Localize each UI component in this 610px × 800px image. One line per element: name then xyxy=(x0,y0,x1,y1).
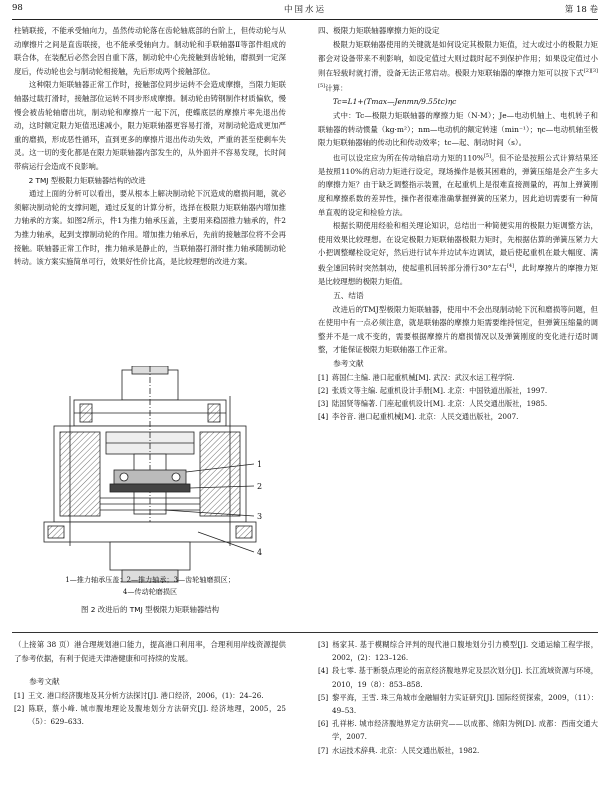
volume-label: 第 18 卷 xyxy=(564,5,598,15)
callout-2: 2 xyxy=(257,482,263,491)
right-paragraph-1: 极限力矩联轴器使用的关键就是如何设定其极限力矩值，过大或过小的极限力矩都会对设备带来不利影响，如设定值过大则过载时起不到保护作用；如果设定值过小则在轻载时就打滑，设备无法正常启动。极限力矩联轴器的摩擦力矩可以按下式[2][3][5]计算： xyxy=(318,40,598,93)
reference-item: [2] 张质文等主编. 起重机设计手册[M]. 北京：中国铁道出版社，1997. xyxy=(318,385,548,395)
references-title: 参考文献 xyxy=(333,359,364,368)
page-number: 98 xyxy=(12,3,23,13)
figure-legend-line-2: 4—传动轮磨损区 xyxy=(122,587,178,596)
torque-formula: Tc=L1+(Tmax—Jenmn/9.55tc)ηc xyxy=(332,97,457,107)
journal-title: 中国水运 xyxy=(283,5,326,15)
reference-item: [7] 水运技术辞典. 北京：人民交通出版社，1982. xyxy=(318,745,480,755)
figure-caption: 图 2 改进后的 TMJ 型极限力矩联轴器结构 xyxy=(80,605,220,614)
bottom-right-column xyxy=(318,638,598,757)
reference-item: [1] 王文. 港口经济腹地及其分析方法探讨[J]. 港口经济，2006，(1)：24–26. xyxy=(14,690,264,700)
left-paragraph-1: 柱销联接，不能承受轴向力，虽然传动轮落在齿轮轴底部的台阶上，但传动轮与从动摩擦片之间是直齿联接，也不能承受轴向力。制动轮和手联轴器Ⅱ等部件组成的联合体，在装配后必然会因自重下落，制动轮中心先接触到齿轮轴，磨损到一定深度后，传动轮也会与制动轮相接触，先后形成两个接触部位。 xyxy=(14,26,286,76)
reference-item: [3] 陆国贤等编著. 门座起重机设计[M]. 北京：人民交通出版社，1985. xyxy=(318,399,548,408)
right-paragraph-3: 也可以设定应为所在传动轴启动力矩的110%[5]。但不论是按照公式计算结果还是按照110%的启动力矩进行设定，现场操作是极其困难的，弹簧压缩是会产生多大的摩擦力矩？由于缺乏调整指示装置，在起重机上是很难直接测量的，再加上弹簧刚度和摩擦系数的差异性，操作者很难准确掌握弹簧的压紧力，因此迫切需要有一种简单直观的设定和检验方法。 xyxy=(318,152,598,217)
reference-item: [3] 杨家其. 基于模糊综合评判的现代港口腹地划分引力模型[J]. 交通运输工程学报，2002，(2)：123–126. xyxy=(318,640,598,663)
coupling-figure xyxy=(14,366,286,586)
right-paragraph-2: 式中：Tc—极限力矩联轴器的摩擦力矩（N·M）；Je—电动机轴上、电机转子和联轴器的转动惯量（kg·m²）；nm—电动机的额定转速（min⁻¹）；ηc—电动机轴至极限力矩联轴器轴的传动比和传动效率；tc—起、制动时间（s）。 xyxy=(318,110,598,148)
left-paragraph-2: 这种限力矩联轴器正常工作时，接触部位同步运转不会造成摩擦，当限力矩联轴器过载打滑时，接触部位运转不同步形成摩擦。制动轮由铸钢制作材质偏软，慢慢会被齿轮轴磨出坑，制动轮和摩擦片一起下沉，使蝶底层的摩擦片率先退出传动，这时额定限力矩值迅速减小，限力矩联轴器更容易打滑，对制动轮造成更加严重的磨损，形成恶性循环，直到更多的摩擦片退出传动失效，严重的甚至使剩车失灵。这一切的变化都是在限力矩联轴器内部发生的，从外面并不容易发现，长时间带病运行会造成不良影响。 xyxy=(14,80,286,171)
header-rule xyxy=(12,19,598,20)
right-paragraph-4: 根据长期使用经验和相关理论知识，总结出一种简便实用的极限力矩调整方法，使用效果比较理想。在设定极限力矩联轴器极限力矩时，先根据估算的弹簧压紧力大小把调整螺栓设定好，然后进行试车并边试车边调试，最后使起重机在最大幅度、满载全速回转时突然制动，使起重机回转部分滑行30°左右[4]，此时摩擦片的摩擦力矩是比较理想的极限力矩值。 xyxy=(318,221,598,287)
callout-1: 1 xyxy=(257,460,263,469)
left-column xyxy=(14,24,286,269)
section-2-title: 2 TMJ 型极限力矩联轴器结构的改进 xyxy=(28,175,146,185)
bottom-left-column xyxy=(14,638,286,728)
reference-item: [6] 孔祥彬. 城市经济腹地界定方法研究——以成都、绵阳为例[D]. 成都：西南交通大学，2007. xyxy=(318,719,598,742)
section-4-title: 四、极限力矩联轴器摩擦力矩的设定 xyxy=(318,26,440,35)
right-column xyxy=(318,24,598,423)
reference-item: [4] 段七零. 基于断裂点理论的南京经济腹地界定及层次划分[J]. 长江流域资源与环境，2010，19（8）：853–858. xyxy=(318,666,598,689)
page-header xyxy=(12,3,598,17)
section-5-title: 五、结语 xyxy=(333,290,364,300)
bottom-references-title: 参考文献 xyxy=(29,677,60,687)
section-divider xyxy=(12,632,598,633)
callout-3: 3 xyxy=(257,512,263,521)
reference-item: [1] 蒋国仁主编. 港口起重机械[M]. 武汉：武汉水运工程学院. xyxy=(318,372,515,382)
reference-item: [5] 黎平海，王雪. 珠三角城市金融辐射力实证研究[J]. 国际经贸探索，2009，（11）：49–53. xyxy=(318,692,598,716)
right-paragraph-5: 改进后的TMJ型极限力矩联轴器，使用中不会出现制动轮下沉和磨损等问题，但在使用中有一点必须注意，就是联轴器的摩擦力矩需要维持恒定，但弹簧压缩量的调整并不是一成不变的，需要根据摩擦片的磨损情况以及弹簧刚度的变化进行适时调整，才能保证极限力矩联轴器工作正常。 xyxy=(318,304,598,355)
callout-4: 4 xyxy=(257,548,263,557)
figure-legend-line-1: 1—推力轴承压盖；2—推力轴承；3—齿轮轴磨损区； xyxy=(65,575,235,584)
continued-paragraph: （上接第 38 页）港合理规划港口能力，提高港口利用率，合理利用岸线资源提供了参考依据，有利于促进天津港健康和可持续的发展。 xyxy=(14,640,286,663)
reference-item: [4] 李谷音. 港口起重机械[M]. 北京：人民交通出版社，2007. xyxy=(318,412,519,422)
left-paragraph-3: 通过上面的分析可以看出，要从根本上解决制动轮下沉造成的磨损问题，就必须解决制动轮的支撑问题，通过反复的计算分析，选择在极限力矩联轴器内增加推力轴承的方案。如图2所示，件1为推力轴承压盖，主要用来稳固推力轴承的，件2为推力轴承，起到支撑制动轮的作用。增加推力轴承后，先前的接触部位将不会再接触。联轴器正常工作时，推力轴承是静止的，当联轴器打滑时推力轴承随制动轮转动。该方案实施简单可行，效果好性价比高，是比较理想的改进方案。 xyxy=(14,189,286,267)
reference-item: [2] 陈联，蔡小峰. 城市腹地理论及腹地划分方法研究[J]. 经济地理，2005，25（5）：629–633. xyxy=(14,703,286,727)
